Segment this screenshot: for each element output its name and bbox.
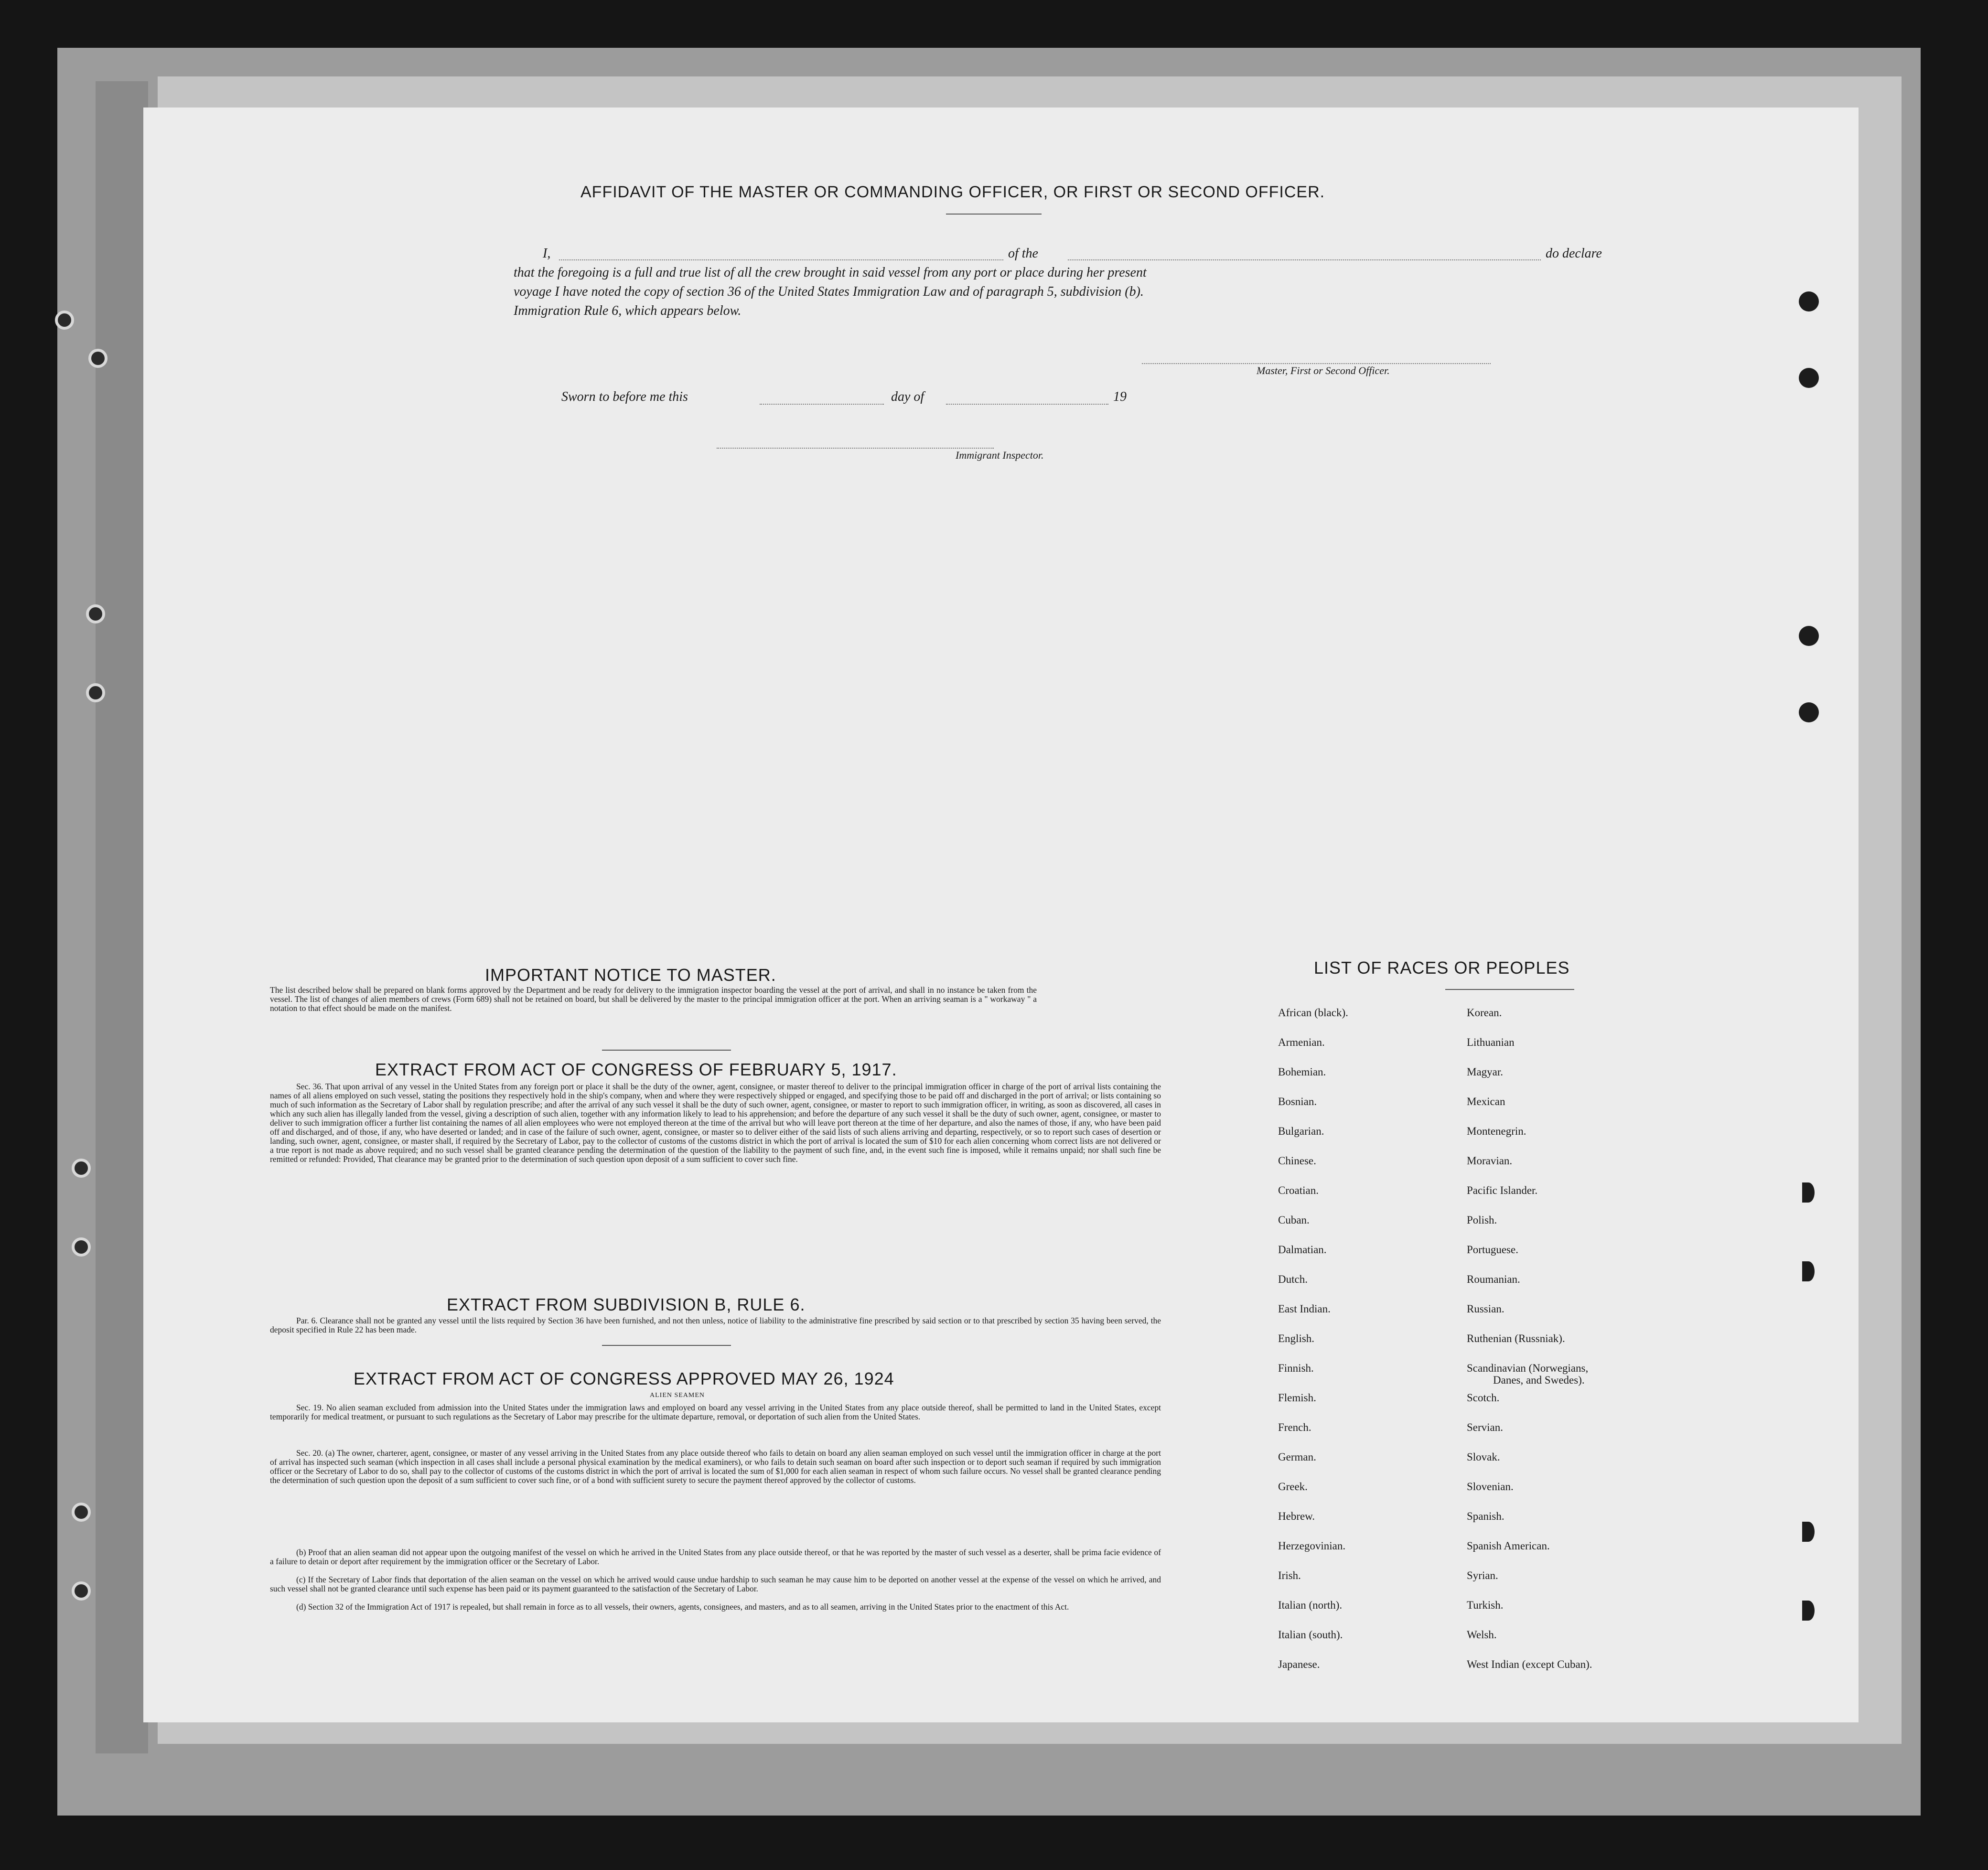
race-item: Portuguese. <box>1467 1244 1518 1256</box>
race-item: West Indian (except Cuban). <box>1467 1658 1592 1670</box>
extract-1924-sec20a: Sec. 20. (a) The owner, charterer, agent, consignee, or master of any vessel arriving in the United States from any place outside thereof who fails to detain on board any alien seaman employed on such vessel until the immigration officer in charge at the port of arrival has inspected such seaman (which inspection in all cases shall include a personal physical examination by the medical examiners), or who fails to detain such seaman on board after such inspection or to deport such seaman if required by such immigration officer or the Secretary of Labor to do so, shall pay to the collector of customs of the customs district in which the port of arrival is located the sum of $1,000 for each alien seaman in respect of whom such failure occurs. No vessel shall be granted clearance pending the determination of such question upon the deposit of a sum sufficient to cover such fine, or of a bond with sufficient surety to secure the payment thereof approved by the collector of customs. <box>270 1448 1161 1485</box>
race-item: Servian. <box>1467 1421 1504 1433</box>
affidavit-line4: Immigration Rule 6, which appears below. <box>514 303 741 318</box>
races-left-column <box>1278 1007 1348 1688</box>
race-item: Moravian. <box>1467 1155 1513 1167</box>
punch-hole <box>1802 1182 1815 1203</box>
race-item: Finnish. <box>1278 1362 1314 1374</box>
punch-hole <box>1802 1261 1815 1281</box>
affidavit-of-the: of the <box>1008 246 1038 261</box>
divider <box>1445 989 1574 990</box>
races-title: LIST OF RACES OR PEOPLES <box>1314 958 1570 978</box>
signature-blank <box>1142 363 1491 364</box>
punch-hole <box>72 1237 91 1257</box>
race-item: Italian (south). <box>1278 1629 1343 1641</box>
race-item: Japanese. <box>1278 1658 1320 1670</box>
race-item: Hebrew. <box>1278 1510 1315 1522</box>
race-item: Scandinavian (Norwegians, <box>1467 1362 1589 1374</box>
race-item: Welsh. <box>1467 1629 1497 1641</box>
name-blank <box>559 259 1003 260</box>
race-item: Flemish. <box>1278 1392 1316 1404</box>
punch-hole <box>72 1503 91 1522</box>
race-item: Ruthenian (Russniak). <box>1467 1333 1565 1344</box>
race-item: Russian. <box>1467 1303 1504 1315</box>
punch-hole <box>88 349 107 368</box>
race-item: Lithuanian <box>1467 1036 1515 1048</box>
race-item: Spanish American. <box>1467 1540 1550 1552</box>
race-item: Spanish. <box>1467 1510 1504 1522</box>
form-page <box>143 107 1859 1722</box>
race-item: Korean. <box>1467 1007 1502 1019</box>
divider <box>602 1345 731 1346</box>
subdivision-body: Par. 6. Clearance shall not be granted any vessel until the lists required by Section 36 have been furnished, and not then unless, notice of liability to the administrative fine prescribed by said section or to that prescribed by section 35 having been served, the deposit specified in Rule 22 has been made. <box>270 1316 1161 1334</box>
race-item: Armenian. <box>1278 1036 1325 1048</box>
race-item: Pacific Islander. <box>1467 1184 1538 1196</box>
divider <box>602 1050 731 1051</box>
divider <box>946 214 1042 215</box>
race-item-scandinavian <box>1467 1362 1592 1392</box>
race-item: Slovenian. <box>1467 1481 1514 1493</box>
race-item: East Indian. <box>1278 1303 1331 1315</box>
race-item: German. <box>1278 1451 1316 1463</box>
race-item: French. <box>1278 1421 1311 1433</box>
extract-1924-sec20b: (b) Proof that an alien seaman did not appear upon the outgoing manifest of the vessel on which he arrived in the United States from any place outside thereof, or that he was reported by the master of such vessel as a deserter, shall be prima facie evidence of a failure to detain or deport after requirement by the immigration officer or the Secretary of Labor. <box>270 1548 1161 1566</box>
punch-hole <box>1802 1601 1815 1621</box>
punch-hole <box>55 311 74 330</box>
notice-title: IMPORTANT NOTICE TO MASTER. <box>485 965 776 985</box>
binder-strip <box>96 81 148 1753</box>
race-item: English. <box>1278 1333 1315 1344</box>
race-item: Montenegrin. <box>1467 1125 1526 1137</box>
extract-1924-sec20d: (d) Section 32 of the Immigration Act of 1917 is repealed, but shall remain in force as to all vessels, their owners, agents, consignees, and masters, and as to all seamen, arriving in the United States prior to the enactment of this Act. <box>296 1602 1069 1612</box>
extract-1924-sec19: Sec. 19. No alien seaman excluded from admission into the United States under the immigration laws and employed on board any vessel arriving in the United States from any place outside thereof, shall be permitted to land in the United States, except temporarily for medical treatment, or pursuant to such regulations as the Secretary of Labor may prescribe for the ultimate departure, removal, or deportation of such alien from the United States. <box>270 1403 1161 1421</box>
race-item: Greek. <box>1278 1481 1308 1493</box>
notice-body: The list described below shall be prepared on blank forms approved by the Department and be ready for delivery to the immigration inspector boarding the vessel at the port of arrival, and shall in no instance be taken from the vessel. The list of changes of alien members of crews (Form 689) shall not be retained on board, but shall be delivered by the master to the principal immigration officer at the port. When an arriving seaman is a " workaway " a notation to that effect should be made on the manifest. <box>270 985 1037 1013</box>
day-blank <box>760 404 884 405</box>
race-item: Croatian. <box>1278 1184 1319 1196</box>
race-item: African (black). <box>1278 1007 1348 1019</box>
extract-1924-subtitle: ALIEN SEAMEN <box>650 1392 705 1399</box>
extract-1917-title: EXTRACT FROM ACT OF CONGRESS OF FEBRUARY 5, 1917. <box>375 1060 897 1079</box>
signature-caption: Master, First or Second Officer. <box>1257 365 1390 376</box>
vessel-blank <box>1068 259 1541 260</box>
affidavit-declare: do declare <box>1546 246 1602 261</box>
extract-1924-sec20c: (c) If the Secretary of Labor finds that deportation of the alien seaman on the vessel on which he arrived would cause undue hardship to such seaman he may cause him to be deported on another vessel at the expense of the vessel on which he arrived, and such vessel shall not be granted clearance until such expense has been paid or its payment guaranteed to the satisfaction of the Secretary of Labor. <box>270 1575 1161 1593</box>
race-item: Bosnian. <box>1278 1096 1317 1107</box>
race-item: Dutch. <box>1278 1273 1308 1285</box>
extract-1917-body: Sec. 36. That upon arrival of any vessel in the United States from any foreign port or place it shall be the duty of the owner, agent, consignee, or master thereof to deliver to the principal immigration officer in charge of the port of arrival lists containing the names of all aliens employed on such vessel, stating the positions they respectively hold in the ship's company, when and where they were respectively shipped or engaged, and specifying those to be paid off and discharged in the port of arrival; or lists containing so much of such information as the Secretary of Labor shall by regulation prescribe; and after the arrival of any such vessel it shall be the duty of such owner, agent, consignee, or master to report to such immigration officer, in writing, as soon as discovered, all cases in which any such alien has illegally landed from the vessel, giving a description of such alien, together with any information likely to lead to his apprehension; and before the departure of any such vessel it shall be the duty of such owner, agent, consignee, or master to deliver to such immigration officer a further list containing the names of all alien employees who were not employed thereon at the time of the arrival but who will leave port thereon at the time of her departure, and also the names of those, if any, who have been paid off and discharged, and of those, if any, who have deserted or landed; and in case of the failure of such owner, agent, consignee, or master so to deliver either of the said lists of such aliens arriving and departing, respectively, or so to report such cases of desertion or landing, such owner, agent, consignee, or master shall, if required by the Secretary of Labor, pay to the collector of customs of the customs district in which the port of arrival is located the sum of $10 for each alien concerning whom correct lists are not delivered or a true report is not made as above required; and no such vessel shall be granted clearance pending the determination of the question of the liability to the payment of such fine, and, in the event such fine is imposed, while it remains unpaid; nor shall such fine be remitted or refunded: Provided, That clearance may be granted prior to the determination of such question upon deposit of a sum sufficient to cover such fine. <box>270 1082 1161 1164</box>
race-item: Dalmatian. <box>1278 1244 1327 1256</box>
race-item: Syrian. <box>1467 1569 1498 1581</box>
punch-hole <box>1799 626 1819 646</box>
sworn-text: Sworn to before me this <box>561 389 688 404</box>
day-of-text: day of <box>891 389 924 404</box>
race-item: Bulgarian. <box>1278 1125 1324 1137</box>
race-item: Mexican <box>1467 1096 1505 1107</box>
affidavit-i: I, <box>543 246 551 261</box>
punch-hole <box>1802 1522 1815 1542</box>
punch-hole <box>86 683 105 702</box>
race-item: Herzegovinian. <box>1278 1540 1346 1552</box>
punch-hole <box>72 1159 91 1178</box>
affidavit-line3: voyage I have noted the copy of section 36 of the United States Immigration Law and of paragraph 5, subdivision (b). <box>514 284 1144 299</box>
race-item: Roumanian. <box>1467 1273 1520 1285</box>
race-item: Italian (north). <box>1278 1599 1343 1611</box>
extract-1924-title: EXTRACT FROM ACT OF CONGRESS APPROVED MAY 26, 1924 <box>354 1369 894 1388</box>
races-right-column <box>1467 1007 1592 1688</box>
year-text: 19 <box>1113 389 1127 404</box>
punch-hole <box>72 1581 91 1601</box>
subdivision-title: EXTRACT FROM SUBDIVISION B, RULE 6. <box>447 1295 806 1314</box>
race-item: Scotch. <box>1467 1392 1500 1404</box>
inspector-caption: Immigrant Inspector. <box>956 449 1044 461</box>
race-item: Turkish. <box>1467 1599 1504 1611</box>
race-item: Bohemian. <box>1278 1066 1326 1078</box>
punch-hole <box>1799 702 1819 722</box>
inspector-blank <box>717 448 994 449</box>
punch-hole <box>1799 368 1819 388</box>
race-item: Cuban. <box>1278 1214 1310 1226</box>
punch-hole <box>1799 291 1819 312</box>
punch-hole <box>86 604 105 623</box>
race-item: Slovak. <box>1467 1451 1500 1463</box>
race-item: Chinese. <box>1278 1155 1316 1167</box>
race-item: Irish. <box>1278 1569 1301 1581</box>
race-item-continuation: Danes, and Swedes). <box>1493 1374 1585 1386</box>
race-item: Polish. <box>1467 1214 1497 1226</box>
month-blank <box>946 404 1108 405</box>
affidavit-line2: that the foregoing is a full and true list of all the crew brought in said vessel from any port or place during her present <box>514 265 1147 280</box>
affidavit-title: AFFIDAVIT OF THE MASTER OR COMMANDING OFFICER, OR FIRST OR SECOND OFFICER. <box>580 183 1325 201</box>
race-item: Magyar. <box>1467 1066 1504 1078</box>
